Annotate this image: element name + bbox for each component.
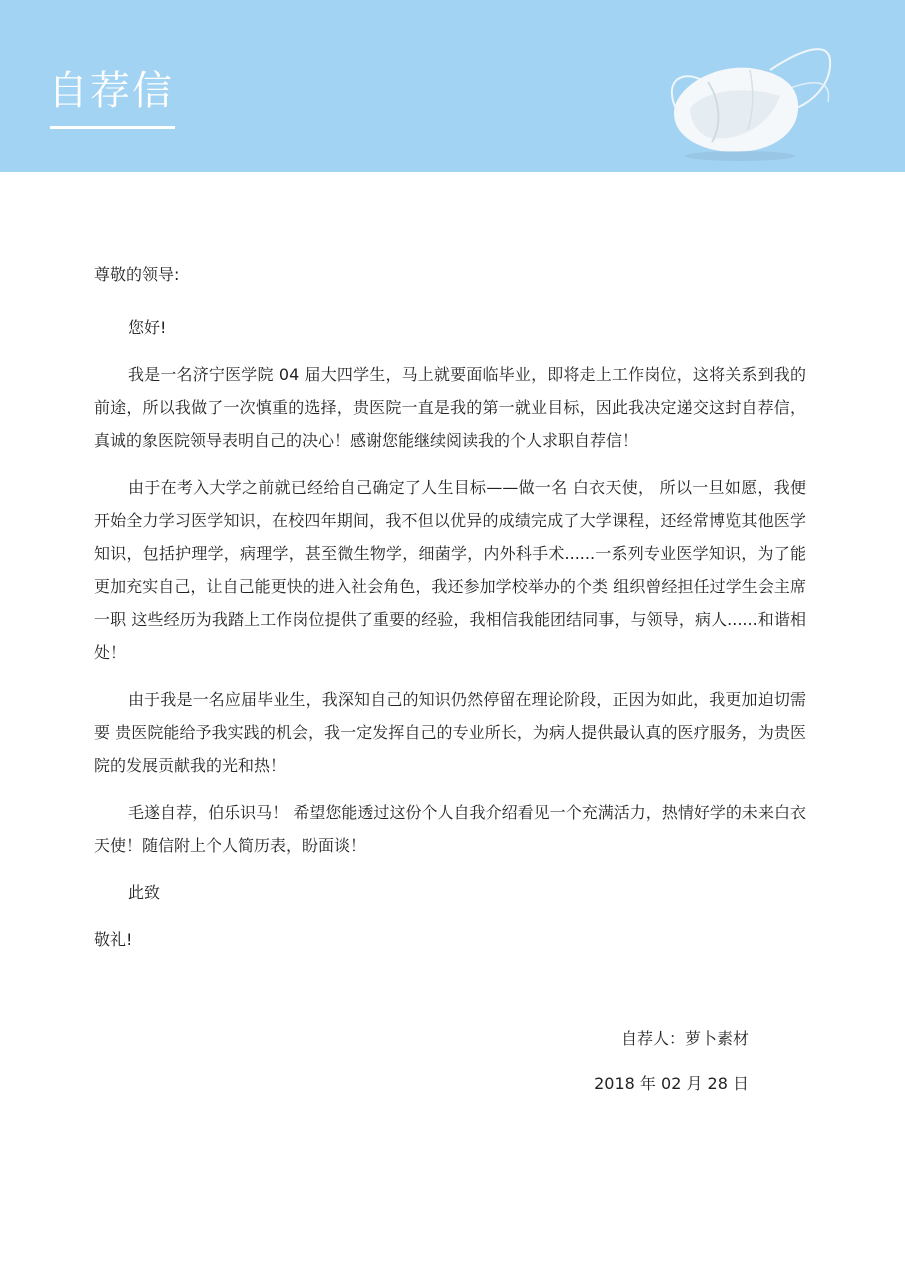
paragraph-conclusion: 毛遂自荐，伯乐识马！ 希望您能透过这份个人自我介绍看见一个充满活力，热情好学的未来白衣天使！随信附上个人简历表，盼面谈！ — [94, 803, 806, 855]
letter-date: 2018 年 02 月 28 日 — [594, 1074, 749, 1093]
signature: 自荐人：萝卜素材 — [620, 1029, 749, 1048]
letter-body — [94, 258, 806, 956]
salutation: 尊敬的领导: — [94, 265, 180, 284]
paragraph-intro: 我是一名济宁医学院 04 届大四学生，马上就要面临毕业，即将走上工作岗位，这将关系到我的前途，所以我做了一次慎重的选择，贵医院一直是我的第一就业目标，因此我决定递交这封自荐信，真诚的象医院领导表明自己的决心！感谢您能继续阅读我的个人求职自荐信！ — [94, 365, 806, 450]
paragraph-practice: 由于我是一名应届毕业生，我深知自己的知识仍然停留在理论阶段，正因为如此，我更加迫切需要 贵医院能给予我实践的机会，我一定发挥自己的专业所长，为病人提供最认真的医疗服务，为贵医院的发展贡献我的光和热！ — [94, 690, 806, 775]
closing: 此致 — [128, 883, 161, 902]
page-title: 自荐信 — [48, 68, 174, 114]
title-underline — [50, 126, 175, 129]
header-banner — [0, 0, 905, 172]
regards: 敬礼! — [94, 930, 133, 949]
face-mask-icon — [650, 30, 840, 165]
paragraph-study: 由于在考入大学之前就已经给自己确定了人生目标——做一名 白衣天使， 所以一旦如愿，我便开始全力学习医学知识，在校四年期间，我不但以优异的成绩完成了大学课程，还经常博览其他医学知识，包括护理学，病理学，甚至微生物学，细菌学，内外科手术......一系列专业医学知识，为了能更加充实自己，让自己能更快的进入社会角色，我还参加学校举办的个类 组织曾经担任过学生会主席一职 这些经历为我踏上工作岗位提供了重要的经验，我相信我能团结同事，与领导，病人......和谐相处！ — [94, 478, 806, 662]
greeting: 您好! — [128, 318, 167, 337]
